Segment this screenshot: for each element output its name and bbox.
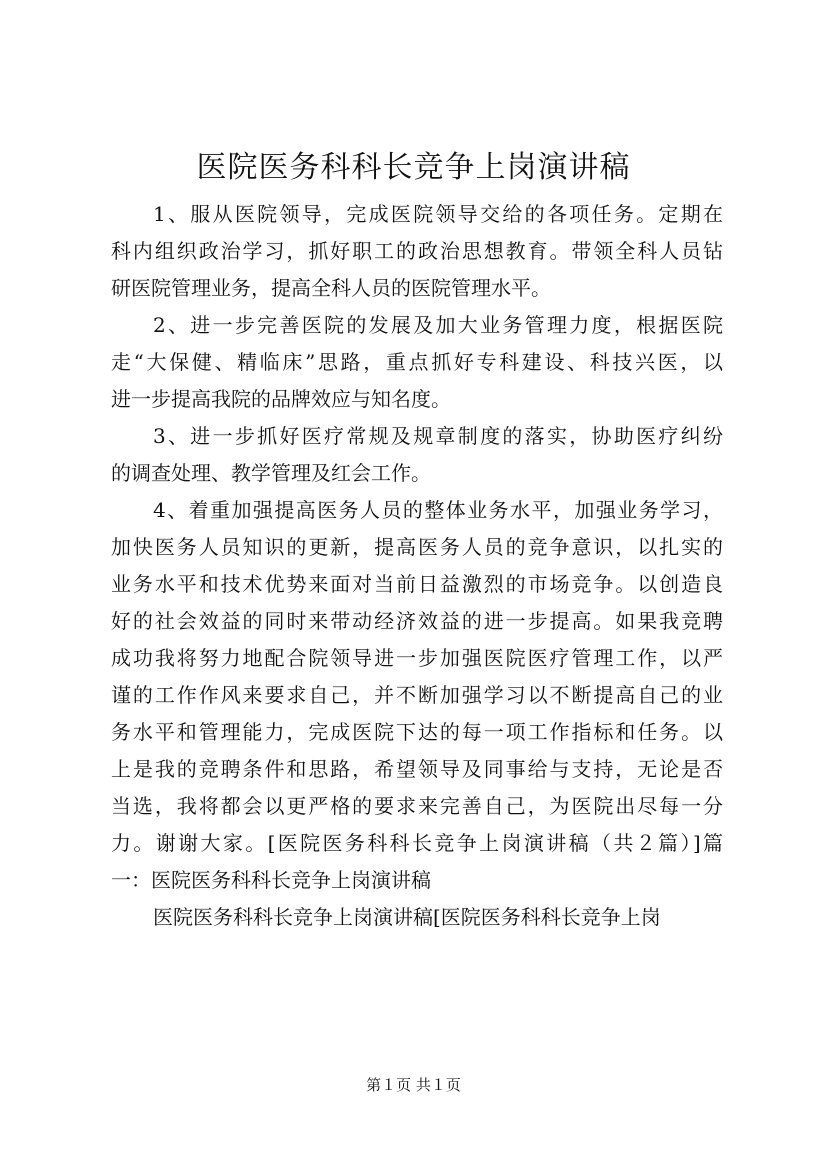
text-line: 上是我的竞聘条件和思路，希望领导及同事给与支持，无论是否 xyxy=(111,757,723,781)
text-line: 医院医务科科长竞争上岗演讲稿[医院医务科科长竞争上岗 xyxy=(153,905,661,929)
text-line: 成功我将努力地配合院领导进一步加强医院医疗管理工作，以严 xyxy=(111,646,723,670)
text-line: 一：医院医务科科长竞争上岗演讲稿 xyxy=(111,868,431,892)
text-line: 好的社会效益的同时来带动经济效益的进一步提高。如果我竞聘 xyxy=(111,609,723,633)
text-line: 进一步提高我院的品牌效应与知名度。 xyxy=(111,387,451,411)
document-title: 医院医务科科长竞争上岗演讲稿 xyxy=(196,150,631,185)
paragraph-5 xyxy=(111,899,723,936)
text-line: 加快医务人员知识的更新，提高医务人员的竞争意识，以扎实的 xyxy=(111,535,723,559)
text-line: 务水平和管理能力，完成医院下达的每一项工作指标和任务。以 xyxy=(111,720,723,744)
text-line: 走“大保健、精临床”思路，重点抓好专科建设、科技兴医，以 xyxy=(111,350,723,374)
text-line: 力。谢谢大家。[医院医务科科长竞争上岗演讲稿（共２篇）]篇 xyxy=(111,831,723,855)
document-body xyxy=(111,196,723,936)
text-line: 2、进一步完善医院的发展及加大业务管理力度，根据医院 xyxy=(153,313,723,337)
text-line: 1、服从医院领导，完成医院领导交给的各项任务。定期在 xyxy=(153,202,723,226)
text-line: 当选，我将都会以更严格的要求来完善自己，为医院出尽每一分 xyxy=(111,794,723,818)
paragraph-4 xyxy=(111,492,723,899)
text-line: 谨的工作作风来要求自己，并不断加强学习以不断提高自己的业 xyxy=(111,683,723,707)
text-line: 3、进一步抓好医疗常规及规章制度的落实，协助医疗纠纷 xyxy=(153,424,723,448)
text-line: 业务水平和技术优势来面对当前日益激烈的市场竞争。以创造良 xyxy=(111,572,723,596)
paragraph-3 xyxy=(111,418,723,492)
paragraph-2 xyxy=(111,307,723,418)
paragraph-1 xyxy=(111,196,723,307)
text-line: 科内组织政治学习，抓好职工的政治思想教育。带领全科人员钻 xyxy=(111,239,723,263)
text-line: 4、着重加强提高医务人员的整体业务水平，加强业务学习， xyxy=(153,498,723,522)
text-line: 研医院管理业务，提高全科人员的医院管理水平。 xyxy=(111,276,551,300)
text-line: 的调查处理、教学管理及红会工作。 xyxy=(111,461,431,485)
page-footer: 第１页 共１页 xyxy=(366,1076,461,1094)
